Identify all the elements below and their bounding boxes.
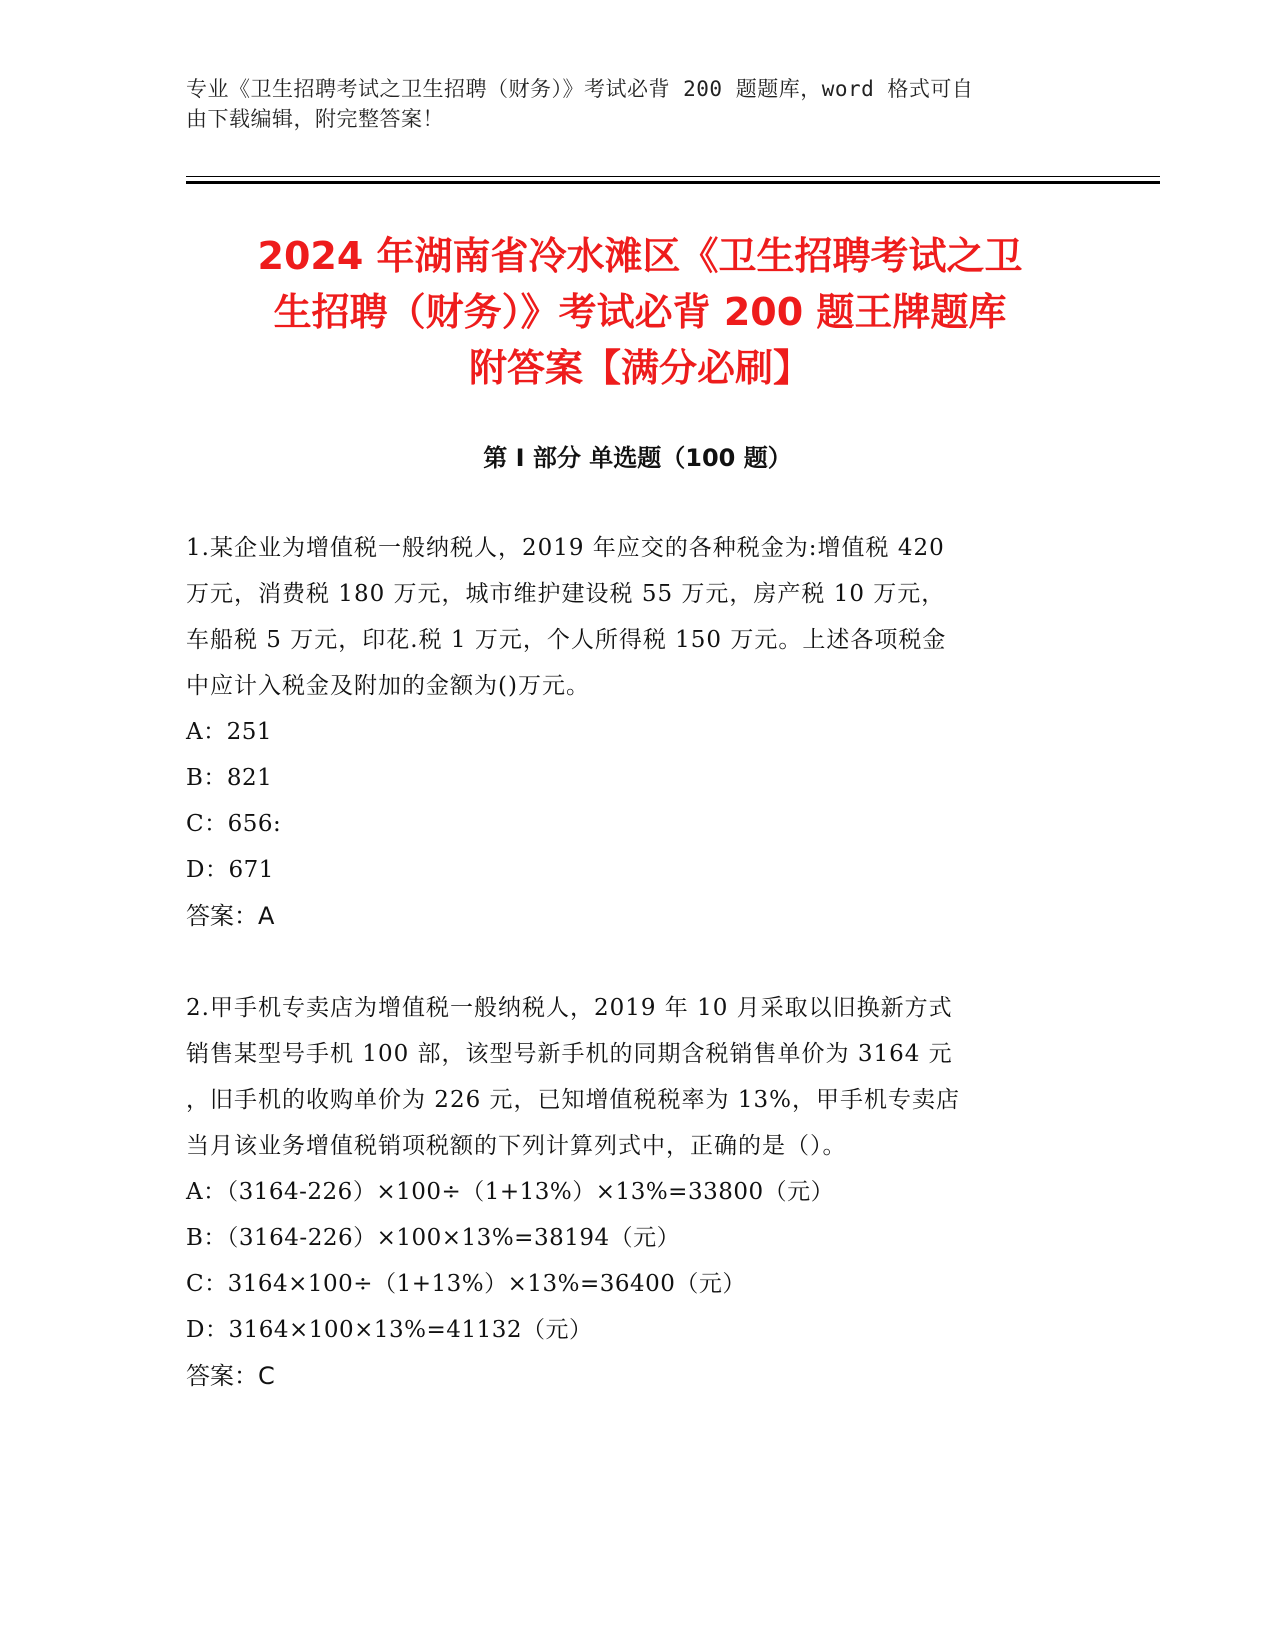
stem-line: 车船税 5 万元，印花.税 1 万元，个人所得税 150 万元。上述各项税金 <box>186 627 947 653</box>
option-d: D：3164×100×13%=41132（元） <box>186 1317 593 1343</box>
header-note-line: 专业《卫生招聘考试之卫生招聘（财务）》考试必背 200 题题库，word 格式可自 <box>186 77 974 101</box>
stem-line: 1.某企业为增值税一般纳税人，2019 年应交的各种税金为:增值税 420 <box>186 535 945 561</box>
option-a: A：（3164-226）×100÷（1+13%）×13%=33800（元） <box>186 1179 835 1205</box>
header-note <box>186 74 1066 134</box>
title-line: 2024 年湖南省冷水滩区《卫生招聘考试之卫 <box>257 234 1023 278</box>
option-c: C：3164×100÷（1+13%）×13%=36400（元） <box>186 1271 746 1297</box>
option-b: B：821 <box>186 765 273 791</box>
header-divider-thick <box>186 181 1160 184</box>
header-divider-thin <box>186 176 1160 177</box>
stem-line: 当月该业务增值税销项税额的下列计算列式中，正确的是（）。 <box>186 1133 847 1159</box>
document-title <box>150 228 1130 396</box>
question-block <box>186 985 1086 1399</box>
question-block <box>186 525 1086 939</box>
question-stem <box>186 985 1086 1169</box>
answer-line: 答案：C <box>186 1362 275 1390</box>
stem-line: 2.甲手机专卖店为增值税一般纳税人，2019 年 10 月采取以旧换新方式 <box>186 995 953 1021</box>
option-d: D：671 <box>186 857 274 883</box>
title-line: 附答案【满分必刷】 <box>468 346 811 390</box>
option-c: C：656: <box>186 811 282 837</box>
answer-line: 答案：A <box>186 902 275 930</box>
stem-line: 中应计入税金及附加的金额为()万元。 <box>186 673 590 699</box>
section-heading: 第 I 部分 单选题（100 题） <box>483 444 792 472</box>
stem-line: 万元，消费税 180 万元，城市维护建设税 55 万元，房产税 10 万元， <box>186 581 946 607</box>
stem-line: ，旧手机的收购单价为 226 元，已知增值税税率为 13%，甲手机专卖店 <box>186 1087 960 1113</box>
question-stem <box>186 525 1086 709</box>
header-note-line: 由下载编辑，附完整答案！ <box>186 107 444 131</box>
stem-line: 销售某型号手机 100 部，该型号新手机的同期含税销售单价为 3164 元 <box>186 1041 953 1067</box>
option-b: B：（3164-226）×100×13%=38194（元） <box>186 1225 681 1251</box>
option-a: A：251 <box>186 719 273 745</box>
title-line: 生招聘（财务）》考试必背 200 题王牌题库 <box>273 290 1007 334</box>
